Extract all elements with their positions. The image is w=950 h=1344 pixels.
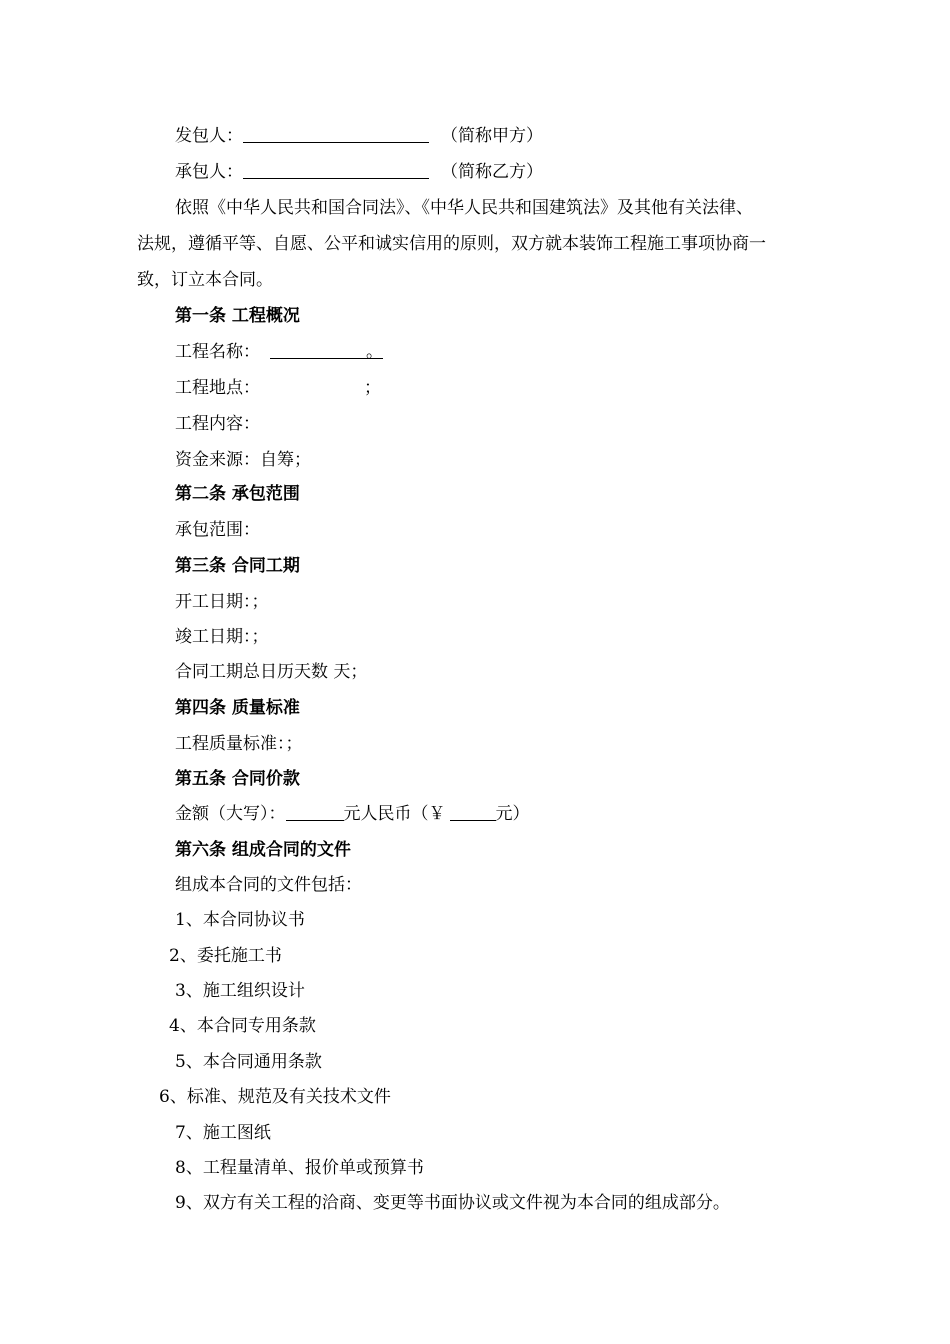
- start-date-line: 开工日期：；: [175, 592, 269, 612]
- project-location-line: [175, 376, 381, 400]
- amount-label: 金额（大写）：: [175, 804, 286, 824]
- completion-date-line: 竣工日期：；: [175, 627, 269, 647]
- document-item-7: 7、施工图纸: [175, 1123, 271, 1143]
- employer-suffix: （简称甲方）: [441, 126, 543, 146]
- project-content-line: 工程内容：: [175, 414, 260, 434]
- preamble-line-3: 致，订立本合同。: [137, 270, 273, 290]
- article-4-heading: 第四条 质量标准: [175, 698, 300, 718]
- document-item-2: 2、委托施工书: [169, 946, 282, 966]
- employer-line: [175, 124, 543, 148]
- contractor-blank[interactable]: [243, 160, 429, 179]
- document-item-5: 5、本合同通用条款: [175, 1052, 322, 1072]
- project-name-line: [175, 340, 383, 364]
- document-item-3: 3、施工组织设计: [175, 981, 305, 1001]
- project-location-label: 工程地点：: [175, 378, 260, 398]
- document-item-8: 8、工程量清单、报价单或预算书: [175, 1158, 424, 1178]
- project-location-end: ；: [364, 378, 381, 398]
- amount-figures-blank[interactable]: [450, 802, 496, 821]
- employer-blank[interactable]: [243, 124, 429, 143]
- project-name-end: 。: [366, 342, 383, 362]
- article-6-heading: 第六条 组成合同的文件: [175, 840, 351, 860]
- contract-price-line: [175, 802, 530, 826]
- contractor-suffix: （简称乙方）: [441, 162, 543, 182]
- article-5-heading: 第五条 合同价款: [175, 769, 300, 789]
- amount-mid: 元人民币（￥: [343, 804, 446, 824]
- document-item-1: 1、本合同协议书: [175, 910, 305, 930]
- funding-source-line: 资金来源：自筹；: [175, 450, 311, 470]
- article-3-heading: 第三条 合同工期: [175, 556, 300, 576]
- project-name-blank[interactable]: [270, 340, 366, 359]
- article-1-heading: 第一条 工程概况: [175, 306, 300, 326]
- amount-words-blank[interactable]: [286, 802, 344, 821]
- employer-label: 发包人：: [175, 126, 243, 146]
- preamble-line-2: 法规，遵循平等、自愿、公平和诚实信用的原则，双方就本装饰工程施工事项协商一: [137, 234, 766, 254]
- preamble-line-1: 依照《中华人民共和国合同法》、《中华人民共和国建筑法》及其他有关法律、: [175, 198, 753, 218]
- documents-intro: 组成本合同的文件包括：: [175, 875, 362, 895]
- amount-end: 元）: [495, 804, 530, 824]
- contractor-line: [175, 160, 543, 184]
- document-item-9: 9、双方有关工程的洽商、变更等书面协议或文件视为本合同的组成部分。: [175, 1193, 730, 1213]
- document-item-6: 6、标准、规范及有关技术文件: [159, 1087, 391, 1107]
- article-2-heading: 第二条 承包范围: [175, 484, 300, 504]
- project-name-label: 工程名称：: [175, 342, 260, 362]
- scope-line: 承包范围：: [175, 520, 260, 540]
- total-days-line: 合同工期总日历天数 天；: [175, 662, 368, 682]
- quality-standard-line: 工程质量标准：；: [175, 734, 303, 754]
- document-item-4: 4、本合同专用条款: [169, 1016, 316, 1036]
- contractor-label: 承包人：: [175, 162, 243, 182]
